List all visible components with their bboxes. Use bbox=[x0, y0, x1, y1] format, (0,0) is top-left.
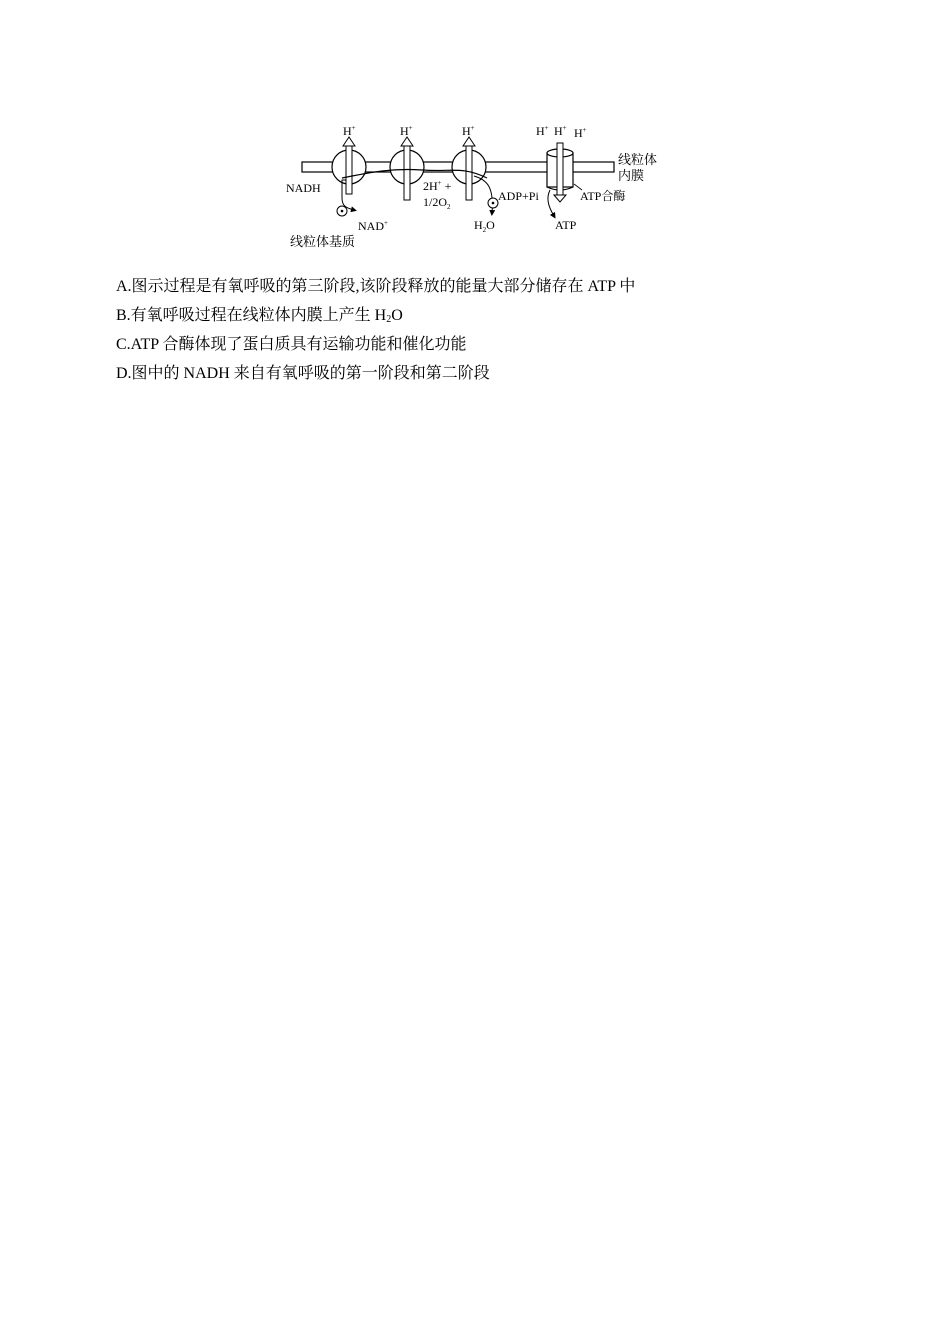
h2o-label: $H_2O$ bbox=[474, 218, 495, 234]
protein-complex-2 bbox=[390, 137, 424, 200]
nad-symbol bbox=[337, 206, 347, 216]
nadh-label: NADH bbox=[286, 181, 321, 195]
inner-membrane-label-line2: 内膜 bbox=[618, 168, 645, 183]
protein-complex-1 bbox=[332, 137, 366, 194]
h-plus-label-5: H+ bbox=[554, 124, 567, 138]
matrix-label: 线粒体基质 bbox=[290, 234, 356, 249]
atp-synthase bbox=[547, 143, 573, 202]
option-b-suffix: O bbox=[391, 307, 403, 324]
h-plus-label-6: H+ bbox=[574, 126, 587, 140]
option-d: D.图中的 NADH 来自有氧呼吸的第一阶段和第二阶段 bbox=[116, 365, 490, 382]
atp-arrow bbox=[548, 190, 554, 216]
answer-options bbox=[116, 272, 836, 388]
h-plus-label-1: H+ bbox=[343, 124, 356, 138]
atp-label: ATP bbox=[555, 218, 577, 232]
protein-complex-3 bbox=[452, 137, 486, 200]
option-b-subscript: 2 bbox=[386, 314, 392, 325]
h-plus-label-3: H+ bbox=[462, 124, 475, 138]
half-o2-label: $1/2O_2$ bbox=[423, 195, 451, 211]
inner-membrane-label-line1: 线粒体 bbox=[618, 152, 658, 167]
h2o-symbol bbox=[488, 198, 498, 208]
option-a: A.图示过程是有氧呼吸的第三阶段,该阶段释放的能量大部分储存在 ATP 中 bbox=[116, 278, 636, 295]
adp-pi-label: ADP+Pi bbox=[498, 189, 539, 203]
mitochondria-inner-membrane-diagram bbox=[282, 118, 682, 258]
option-b-prefix: B.有氧呼吸过程在线粒体内膜上产生 H bbox=[116, 307, 387, 324]
h-plus-label-4: H+ bbox=[536, 124, 549, 138]
atp-synthase-label: ATP合酶 bbox=[580, 189, 626, 203]
option-c: C.ATP 合酶体现了蛋白质具有运输功能和催化功能 bbox=[116, 336, 467, 353]
two-h-plus-label: 2H+ + bbox=[423, 179, 452, 193]
nad-plus-label: NAD+ bbox=[358, 219, 388, 233]
option-b bbox=[116, 301, 836, 330]
h-plus-label-2: H+ bbox=[400, 124, 413, 138]
